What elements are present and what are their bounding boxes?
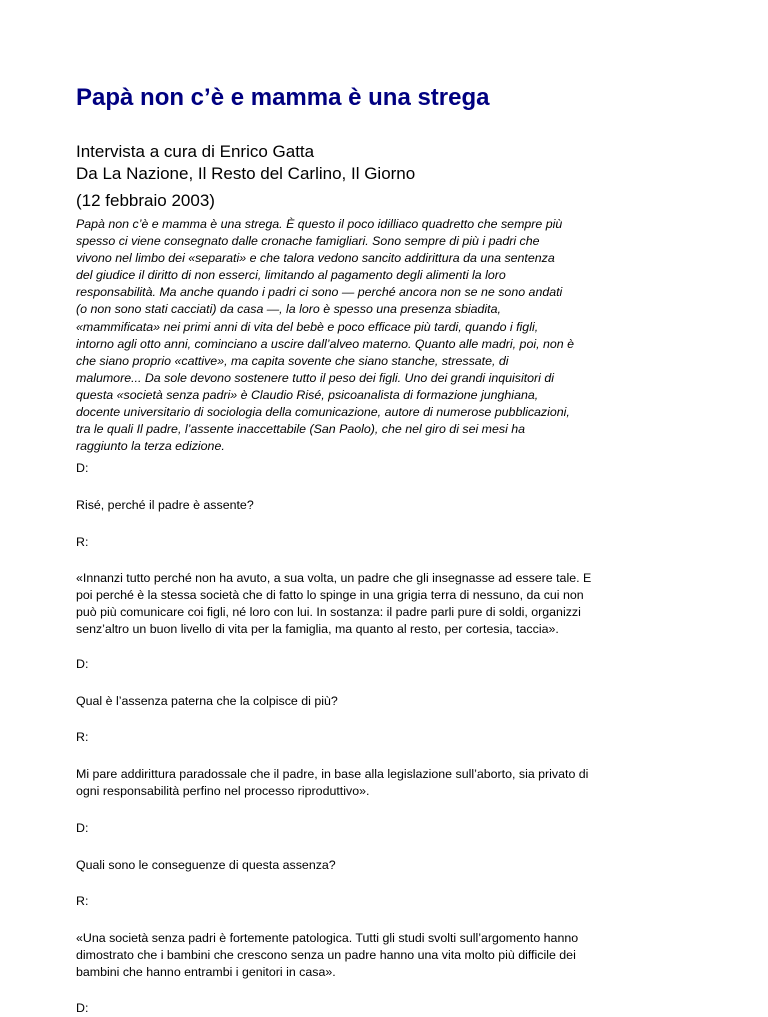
question-text: Risé, perché il padre è assente? [76,498,254,512]
article-title: Papà non c’è e mamma è una strega [76,84,490,111]
question-marker: D: [76,1001,89,1015]
question-text: Qual è l’assenza paterna che la colpisce di più? [76,694,338,708]
answer-text: Mi pare addirittura paradossale che il padre, in base alla legislazione sull’aborto, sia privato di ogni responsabilità perfino nel processo riproduttivo». [76,767,589,799]
answer-text: «Una società senza padri è fortemente patologica. Tutti gli studi svolti sull’argomento hanno dimostrato che i bambini che crescono senza un padre hanno una vita molto più difficile dei bambini che hanno entrambi i genitori in casa». [76,931,579,980]
question-marker: D: [76,821,89,835]
answer-marker: R: [76,730,89,744]
question-marker: D: [76,657,89,671]
question-marker: D: [76,461,89,475]
article-intro: Papà non c’è e mamma è una strega. È questo il poco idilliaco quadretto che sempre più spesso ci viene consegnato dalle cronache famigliari. Sono sempre di più i padri che vivono nel limbo dei «separati» e che talora vedono sancito addirittura da una sentenza del giudice il diritto di non esserci, limitando al pagamento degli alimenti la loro responsabilità. Ma anche quando i padri ci sono — perché ancora non se ne sono andati (o non sono stati cacciati) da casa —, la loro è spesso una presenza sbiadita, «mammificata» nei primi anni di vita del bebè e poco efficace più tardi, quando i figli, intorno agli otto anni, cominciano a uscire dall’alveo materno. Quanto alle madri, poi, non è che siano proprio «cattive», ma capita sovente che siano stanche, stressate, di malumore... Da sole devono sostenere tutto il peso dei figli. Uno dei grandi inquisitori di questa «società senza padri» è Claudio Risé, psicoanalista di formazione junghiana, docente universitario di sociologia della comunicazione, autore di numerose pubblicazioni, tra le quali Il padre, l’assente inaccettabile (San Paolo), che nel giro di sei mesi ha raggiunto la terza edizione. [76,217,574,454]
article-byline [76,141,415,185]
byline-source: Da La Nazione, Il Resto del Carlino, Il Giorno [76,164,416,183]
question-text: Quali sono le conseguenze di questa assenza? [76,858,336,872]
answer-marker: R: [76,894,89,908]
answer-marker: R: [76,535,89,549]
answer-text: «Innanzi tutto perché non ha avuto, a sua volta, un padre che gli insegnasse ad essere tale. E poi perché è la stessa società che di fatto lo spinge in una grigia terra di nessuno, da cui non può più comunicare coi figli, né loro con lui. In sostanza: il padre parli pure di soldi, organizzi senz’altro un buon livello di vita per la famiglia, ma quanto al resto, per cortesia, taccia». [76,571,592,637]
byline-author: Intervista a cura di Enrico Gatta [76,142,315,161]
article-date: (12 febbraio 2003) [76,191,215,210]
